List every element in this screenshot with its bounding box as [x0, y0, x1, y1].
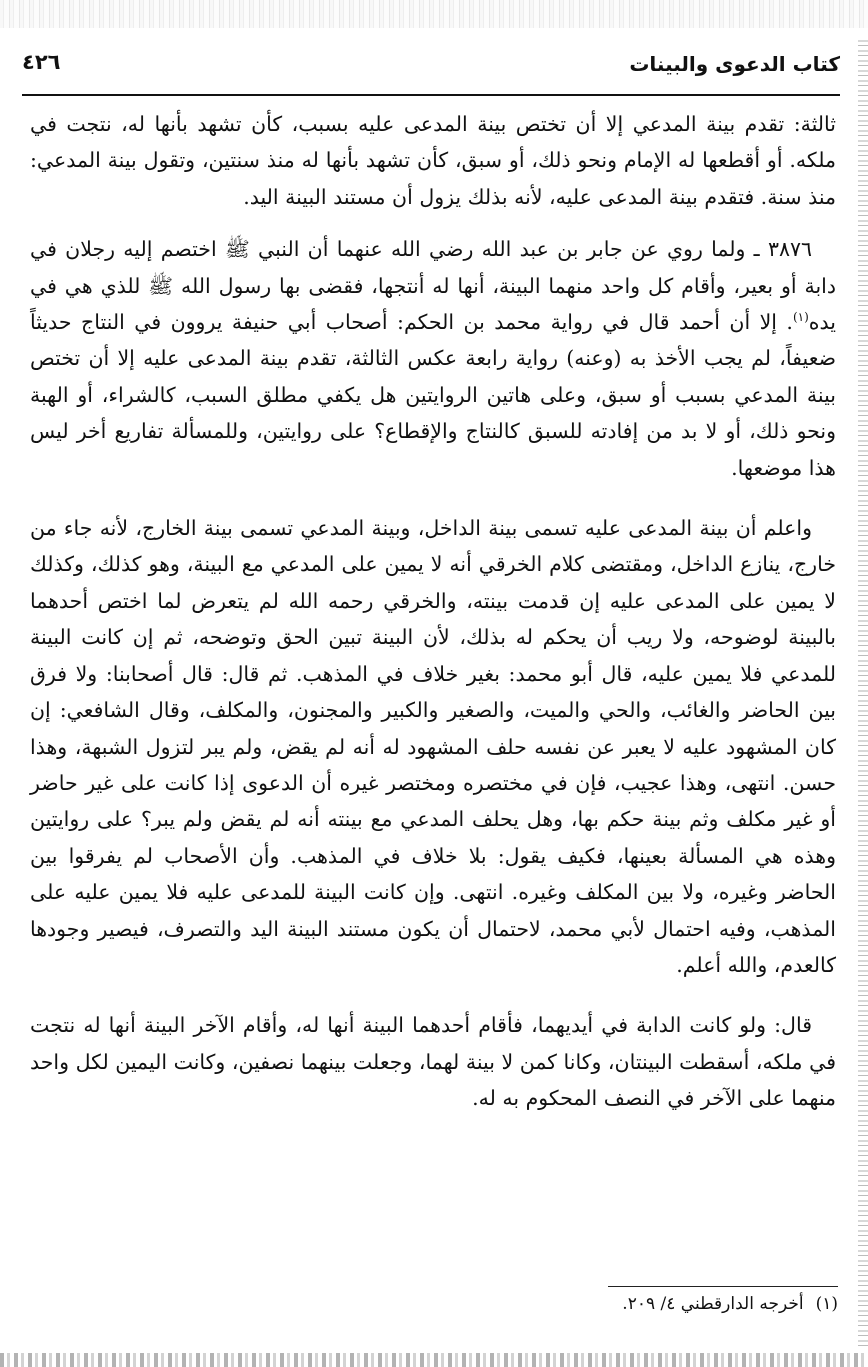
header-rule — [22, 94, 840, 96]
paragraph-2-text-a: ٣٨٧٦ ـ ولما روي عن جابر بن عبد الله رضي الله عنهما أن النبي ﷺ اختصم إليه رجلان في دابة أو بعير، وأقام كل واحد منهما البينة، أنها له أنتجها، فقضى بها رسول الله ﷺ للذي هي في يده — [30, 237, 836, 335]
footnote-rule — [608, 1286, 838, 1287]
page-body — [30, 106, 836, 1141]
footnote-reference: (١) — [792, 310, 809, 325]
footnote-marker: (١) — [815, 1294, 838, 1314]
decorative-bottom-border — [0, 1353, 868, 1367]
footnote — [622, 1294, 838, 1314]
book-title: كتاب الدعوى والبينات — [629, 52, 840, 76]
paragraph-2 — [30, 231, 836, 486]
paragraph-1: ثالثة: تقدم بينة المدعي إلا أن تختص بينة المدعى عليه بسبب، كأن تشهد بأنها له، نتجت في ملكه. أو أقطعها له الإمام ونحو ذلك، أو سبق، كأن تشهد بأنها له منذ سنتين، وتقول بينة المدعي: منذ سنة. فتقدم بينة المدعى عليه، لأنه بذلك يزول أن مستند البينة اليد. — [30, 112, 836, 209]
scan-noise-strip — [0, 0, 868, 28]
footnote-text: أخرجه الدارقطني ٤/ ٢٠٩. — [622, 1294, 804, 1314]
paragraph-3: واعلم أن بينة المدعى عليه تسمى بينة الداخل، وبينة المدعي تسمى بينة الخارج، لأنه جاء من خارج، ينازع الداخل، ومقتضى كلام الخرقي أنه لا يمين على المدعي مع البينة، وهو كذلك، وكذلك لا يمين على المدعى عليه إن قدمت بينته، والخرقي رحمه الله لم يتعرض لما اختص أحدهما بالبينة لوضوحه، ولا ريب أن يحكم له بذلك، لأن البينة تبين الحق وتوضحه، ثم إن كانت البينة للمدعي فلا يمين عليه، قال أبو محمد: بغير خلاف في المذهب. ثم قال: قال أصحابنا: ولا فرق بين الحاضر والغائب، والحي والميت، والصغير والكبير والمجنون، والمكلف، وقال الشافعي: إن كان المشهود عليه لا يعبر عن نفسه حلف المشهود له أنه لم يقض، ولم يبر لتزول الشبهة، وهذا حسن. انتهى، وهذا عجيب، فإن في مختصره ومختصر غيره أن الدعوى إذا كانت على غير حاضر أو غير مكلف وثم بينة حكم بها، وهل يحلف المدعي مع بينته أنه لم يقض ولم يبر؟ على روايتين وهذه هي المسألة بعينها، فكيف يقول: بلا خلاف في المذهب. وأن الأصحاب لم يفرقوا بين الحاضر وغيره، ولا بين المكلف وغيره. انتهى. وإن كانت البينة للمدعى عليه فلا يمين عليه على المذهب، وفيه احتمال لأبي محمد، لاحتمال أن يكون مستند البينة اليد والتصرف، فيصير وجودها كالعدم، والله أعلم. — [30, 516, 836, 977]
page-number: ٤٢٦ — [22, 50, 61, 74]
running-header — [22, 42, 840, 82]
paragraph-2-text-b: . إلا أن أحمد قال في رواية محمد بن الحكم: أصحاب أبي حنيفة يروون في النتاج حديثاً ضعيفاً، لم يجب الأخذ به (وعنه) رواية رابعة عكس الثالثة، تقدم بينة المدعى عليه إلا أن تختص بينة المدعي بسبب أو سبق، وعلى هاتين الروايتين هل يكفي مطلق السبب، كالشراء، أو الهبة ونحو ذلك، أو لا بد من إفادته للسبق كالنتاج والإقطاع؟ على روايتين، وللمسألة تفاريع أخر ليس هذا موضعها. — [30, 310, 836, 480]
paragraph-4: قال: ولو كانت الدابة في أيديهما، فأقام أحدهما البينة أنها له، وأقام الآخر البينة أنها له نتجت في ملكه، أسقطت البينتان، وكانا كمن لا بينة لهما، وجعلت بينهما نصفين، وكانت اليمين لكل واحد منهما على الآخر في النصف المحكوم به له. — [30, 1013, 836, 1111]
decorative-side-border — [858, 40, 868, 1350]
